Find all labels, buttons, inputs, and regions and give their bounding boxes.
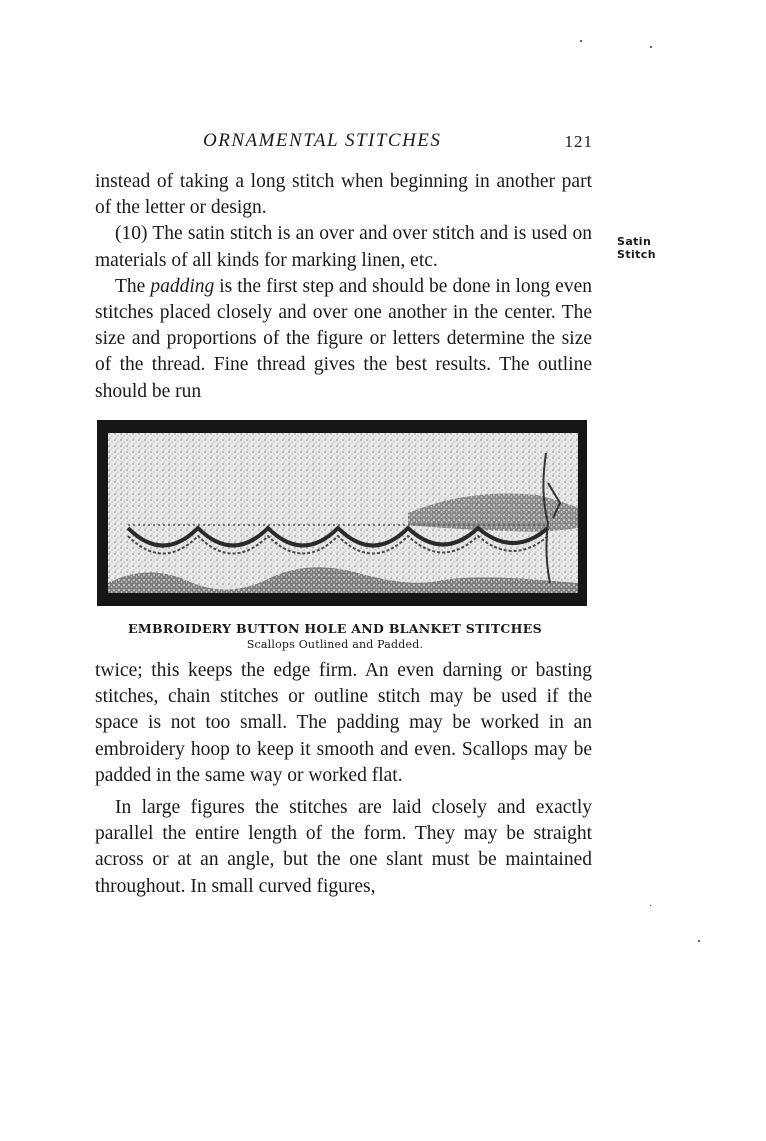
paragraph: twice; this keeps the edge firm. An even darning or basting stitches, chain stitches or outline stitch may be used if the space is not too small. The padding may be worked in an embroidery hoop to keep it smooth and even. Scallops may be padded in the same way or worked flat. bbox=[95, 660, 592, 786]
body-text-bottom bbox=[95, 658, 592, 900]
paragraph: instead of taking a long stitch when beginning in another part of the letter or design. bbox=[95, 171, 592, 219]
body-text-top bbox=[95, 169, 592, 405]
figure-caption-subtitle: Scallops Outlined and Padded. bbox=[246, 638, 424, 651]
emphasis-text: padding bbox=[150, 275, 215, 297]
running-title: ORNAMENTAL STITCHES bbox=[203, 130, 442, 151]
scan-speck bbox=[698, 940, 700, 942]
embroidery-illustration bbox=[108, 433, 578, 593]
margin-note-line: Satin bbox=[617, 235, 652, 248]
paragraph: (10) The satin stitch is an over and over stitch and is used on materials of all kinds for marking linen, etc. bbox=[95, 223, 592, 271]
embroidery-photo bbox=[97, 420, 587, 606]
scan-speck bbox=[650, 905, 651, 906]
page-header bbox=[95, 130, 595, 154]
margin-note-line: Stitch bbox=[617, 248, 656, 261]
paragraph bbox=[95, 274, 592, 405]
scan-speck bbox=[580, 40, 582, 42]
paragraph-text: The bbox=[115, 275, 151, 297]
paragraph-text: is the first step and should be done in long even stitches placed closely and over one another in the center. The size and proportions of the figure or letters determine the size of the thread. Fine thread gives the best results. The outline should be run bbox=[95, 275, 592, 402]
margin-note bbox=[617, 235, 677, 261]
page-number: 121 bbox=[564, 132, 593, 151]
scan-speck bbox=[650, 46, 652, 48]
figure-caption-title: EMBROIDERY BUTTON HOLE AND BLANKET STITCHES bbox=[128, 621, 542, 636]
paragraph: In large figures the stitches are laid closely and exactly parallel the entire length of the form. They may be straight across or at an angle, but the one slant must be maintained throughout. In small curved figures, bbox=[95, 797, 592, 897]
